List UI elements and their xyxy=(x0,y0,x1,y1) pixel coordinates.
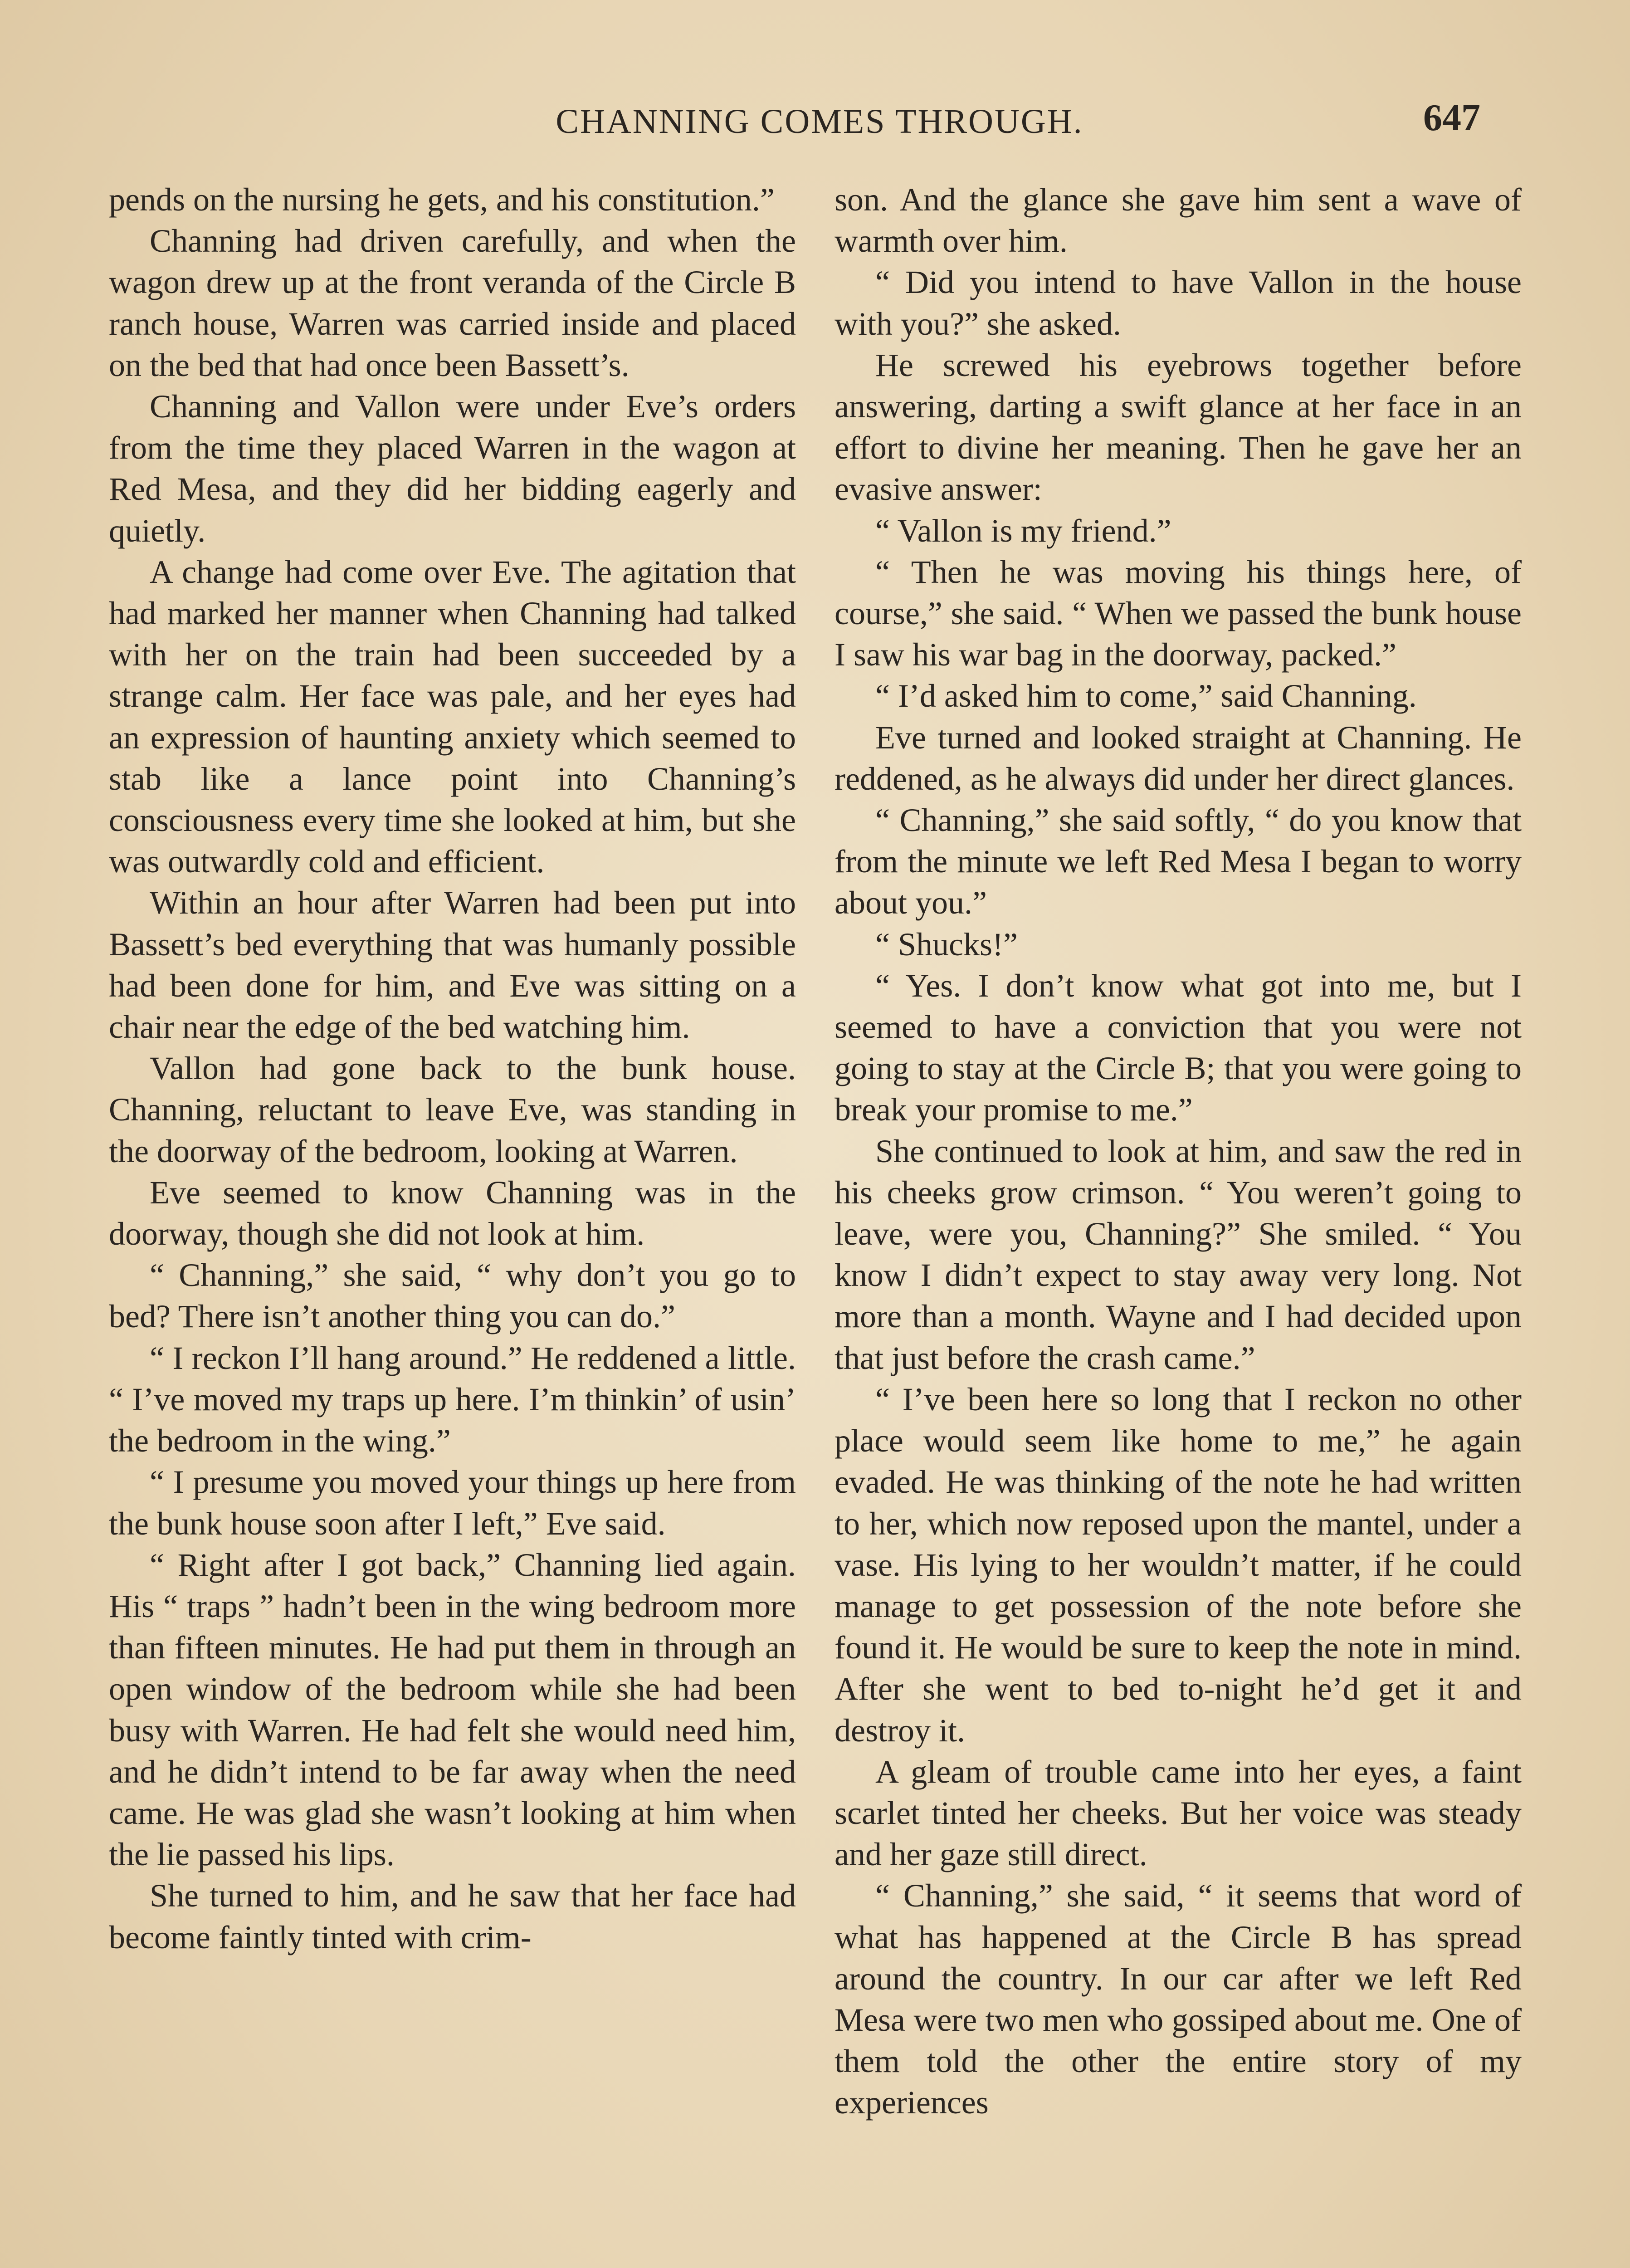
right-column xyxy=(835,179,1522,2124)
paragraph: Channing and Vallon were under Eve’s orders from the time they placed Warren in the wagon at Red Mesa, and they did her bidding eagerly and quietly. xyxy=(109,388,796,549)
left-column xyxy=(109,179,796,1958)
paragraph: Eve seemed to know Channing was in the doorway, though she did not look at him. xyxy=(109,1174,796,1252)
paragraph: Vallon had gone back to the bunk house. Channing, reluctant to leave Eve, was standing in the doorway of the bedroom, looking at Warren. xyxy=(109,1050,796,1169)
paragraph: “ I reckon I’ll hang around.” He reddened a little. “ I’ve moved my traps up here. I’m thinkin’ of usin’ the bedroom in the wing.” xyxy=(109,1339,796,1459)
paragraph: She continued to look at him, and saw the red in his cheeks grow crimson. “ You weren’t going to leave, were you, Channing?” She smiled. “ You know I didn’t expect to stay away very long. Not more than a month. Wayne and I had decided upon that just before the crash came.” xyxy=(835,1133,1522,1376)
paragraph: Eve turned and looked straight at Channing. He reddened, as he always did under her direct glances. xyxy=(835,719,1522,797)
paragraph: She turned to him, and he saw that her face had become faintly tinted with crim- xyxy=(109,1877,796,1955)
paragraph: “ Right after I got back,” Channing lied again. His “ traps ” hadn’t been in the wing bedroom more than fifteen minutes. He had put them in through an open window of the bedroom while she had been busy with Warren. He had felt she would need him, and he didn’t intend to be far away when the need came. He was glad she wasn’t looking at him when the lie passed his lips. xyxy=(109,1546,796,1873)
paragraph: He screwed his eyebrows together before answering, darting a swift glance at her face in an effort to divine her meaning. Then he gave her an evasive answer: xyxy=(835,347,1522,508)
paragraph: “ I presume you moved your things up here from the bunk house soon after I left,” Eve said. xyxy=(109,1464,796,1542)
paragraph: Within an hour after Warren had been put into Bassett’s bed everything that was humanly possible had been done for him, and Eve was sitting on a chair near the edge of the bed watching him. xyxy=(109,885,796,1046)
paragraph: “ Channing,” she said, “ it seems that word of what has happened at the Circle B has spread around the country. In our car after we left Red Mesa were two men who gossiped about me. One of them told the other the entire story of my experiences xyxy=(835,1877,1522,2121)
paragraph: “ Vallon is my friend.” xyxy=(875,512,1171,549)
paragraph: pends on the nursing he gets, and his constitution.” xyxy=(109,181,775,218)
paragraph: “ I’d asked him to come,” said Channing. xyxy=(875,678,1417,714)
paragraph: “ Shucks!” xyxy=(875,926,1018,963)
paragraph: “ Then he was moving his things here, of course,” she said. “ When we passed the bunk house I saw his war bag in the doorway, packed.” xyxy=(835,553,1522,673)
paragraph: Channing had driven carefully, and when the wagon drew up at the front veranda of the Circle B ranch house, Warren was carried inside and placed on the bed that had once been Bassett’s. xyxy=(109,223,796,383)
running-title: CHANNING COMES THROUGH. xyxy=(556,103,1083,141)
paragraph: A gleam of trouble came into her eyes, a faint scarlet tinted her cheeks. But her voice was steady and her gaze still direct. xyxy=(835,1753,1522,1873)
paragraph: A change had come over Eve. The agitation that had marked her manner when Channing had talked with her on the train had been succeeded by a strange calm. Her face was pale, and her eyes had an expression of haunting anxiety which seemed to stab like a lance point into Channing’s consciousness every time she looked at him, but she was outwardly cold and efficient. xyxy=(109,553,796,880)
paragraph: “ Channing,” she said, “ why don’t you go to bed? There isn’t another thing you can do.” xyxy=(109,1257,796,1335)
page-number: 647 xyxy=(1423,97,1480,139)
paragraph: “ Yes. I don’t know what got into me, but I seemed to have a conviction that you were not going to stay at the Circle B; that you were going to break your promise to me.” xyxy=(835,967,1522,1128)
paragraph: “ Channing,” she said softly, “ do you know that from the minute we left Red Mesa I began to worry about you.” xyxy=(835,802,1522,921)
paragraph: “ Did you intend to have Vallon in the house with you?” she asked. xyxy=(835,264,1522,342)
paragraph: “ I’ve been here so long that I reckon no other place would seem like home to me,” he again evaded. He was thinking of the note he had written to her, which now reposed upon the mantel, under a vase. His lying to her wouldn’t matter, if he could manage to get possession of the note before she found it. He would be sure to keep the note in mind. After she went to bed to-night he’d get it and destroy it. xyxy=(835,1381,1522,1749)
page-header xyxy=(109,93,1530,143)
paragraph: son. And the glance she gave him sent a wave of warmth over him. xyxy=(835,181,1522,259)
